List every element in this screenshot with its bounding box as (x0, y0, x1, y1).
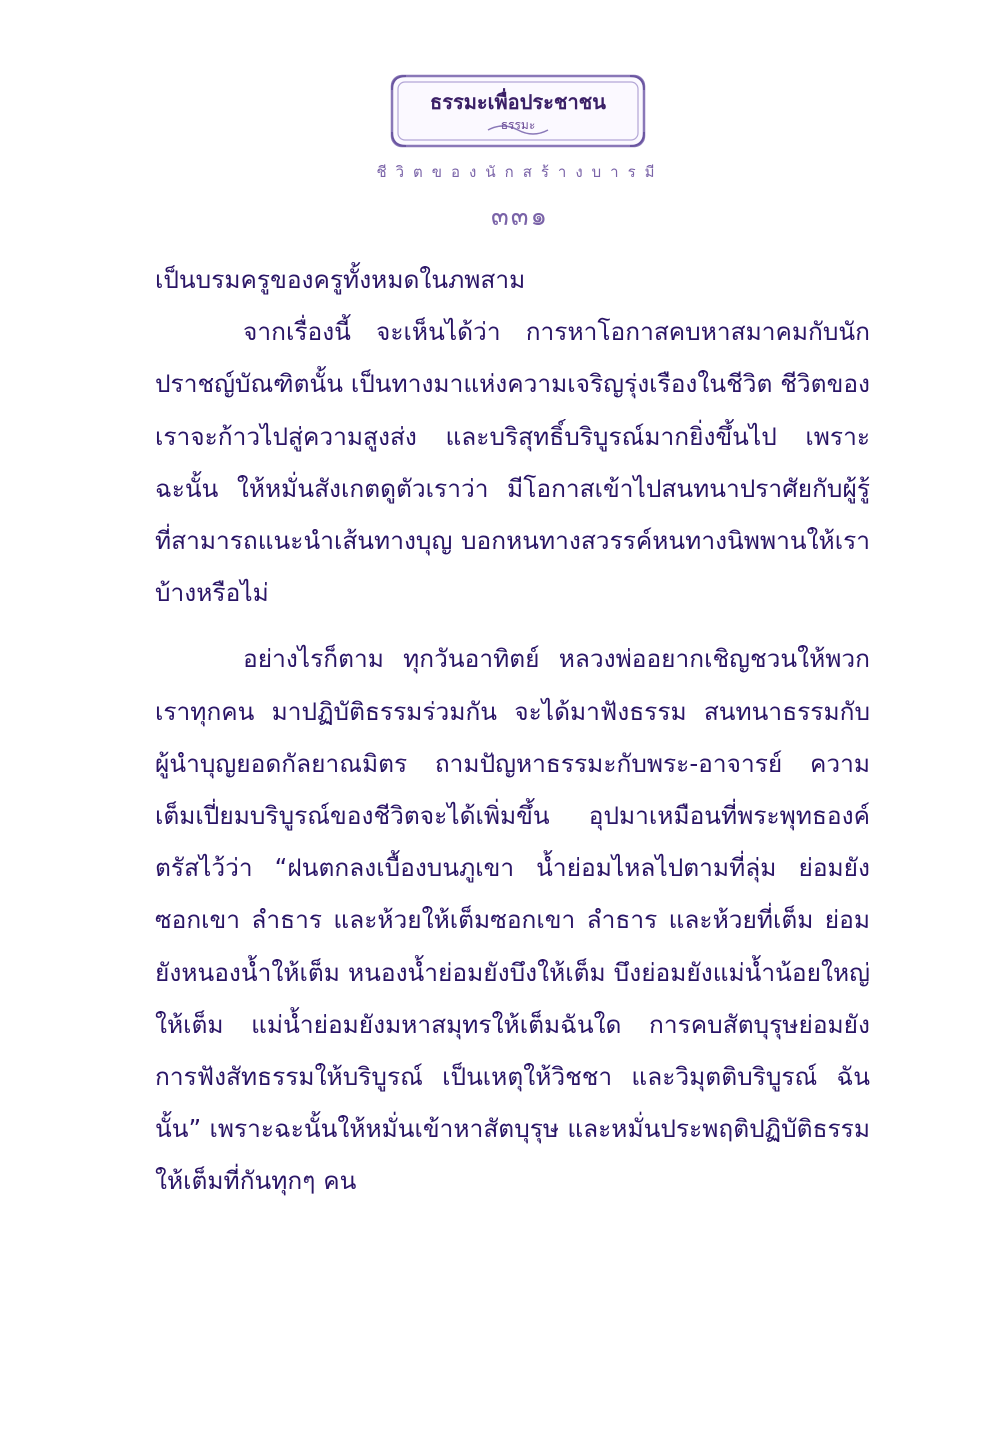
body-text (155, 254, 870, 1208)
page-header (0, 0, 1000, 230)
page-number: ๓๓๑ (490, 202, 550, 232)
paragraph-1: เป็นบรมครูของครูทั้งหมดในภพสาม (155, 265, 526, 294)
logo-title: ธรรมะเพื่อประชาชน (430, 90, 606, 114)
book-subtitle: ชีวิตของนักสร้างบารมี (376, 163, 664, 181)
logo-subtitle: ธรรมะ (500, 118, 536, 132)
paragraph-2: จากเรื่องนี้ จะเห็นได้ว่า การหาโอกาสคบหาสมาคมกับนักปราชญ์บัณฑิตนั้น เป็นทางมาแห่งความเจริญรุ่งเรืองในชีวิต ชีวิตของเราจะก้าวไปสู่ความสูงส่ง และบริสุทธิ์บริบูรณ์มากยิ่งขึ้นไป เพราะฉะนั้น ให้หมั่นสังเกตดูตัวเราว่า มีโอกาสเข้าไปสนทนาปราศัยกับผู้รู้ ที่สามารถแนะนำเส้นทางบุญ บอกหนทางสวรรค์หนทางนิพพานให้เราบ้างหรือไม่ (155, 317, 870, 608)
paragraph-3: อย่างไรก็ตาม ทุกวันอาทิตย์ หลวงพ่ออยากเชิญชวนให้พวกเราทุกคน มาปฏิบัติธรรมร่วมกัน จะได้มาฟังธรรม สนทนาธรรมกับผู้นำบุญยอดกัลยาณมิตร ถามปัญหาธรรมะกับพระ-อาจารย์ ความเต็มเปี่ยมบริบูรณ์ของชีวิตจะได้เพิ่มขึ้น อุปมาเหมือนที่พระพุทธองค์ตรัสไว้ว่า “ฝนตกลงเบื้องบนภูเขา น้ำย่อมไหลไปตามที่ลุ่ม ย่อมยังซอกเขา ลำธาร และห้วยให้เต็มซอกเขา ลำธาร และห้วยที่เต็ม ย่อมยังหนองน้ำให้เต็ม หนองน้ำย่อมยังบึงให้เต็ม บึงย่อมยังแม่น้ำน้อยใหญ่ให้เต็ม แม่น้ำย่อมยังมหาสมุทรให้เต็มฉันใด การคบสัตบุรุษย่อมยังการฟังสัทธรรมให้บริบูรณ์ เป็นเหตุให้วิชชา และวิมุตติบริบูรณ์ ฉันนั้น” เพราะฉะนั้นให้หมั่นเข้าหาสัตบุรุษ และหมั่นประพฤติปฏิบัติธรรมให้เต็มที่กันทุกๆ คน (155, 644, 870, 1196)
book-logo (388, 72, 648, 150)
